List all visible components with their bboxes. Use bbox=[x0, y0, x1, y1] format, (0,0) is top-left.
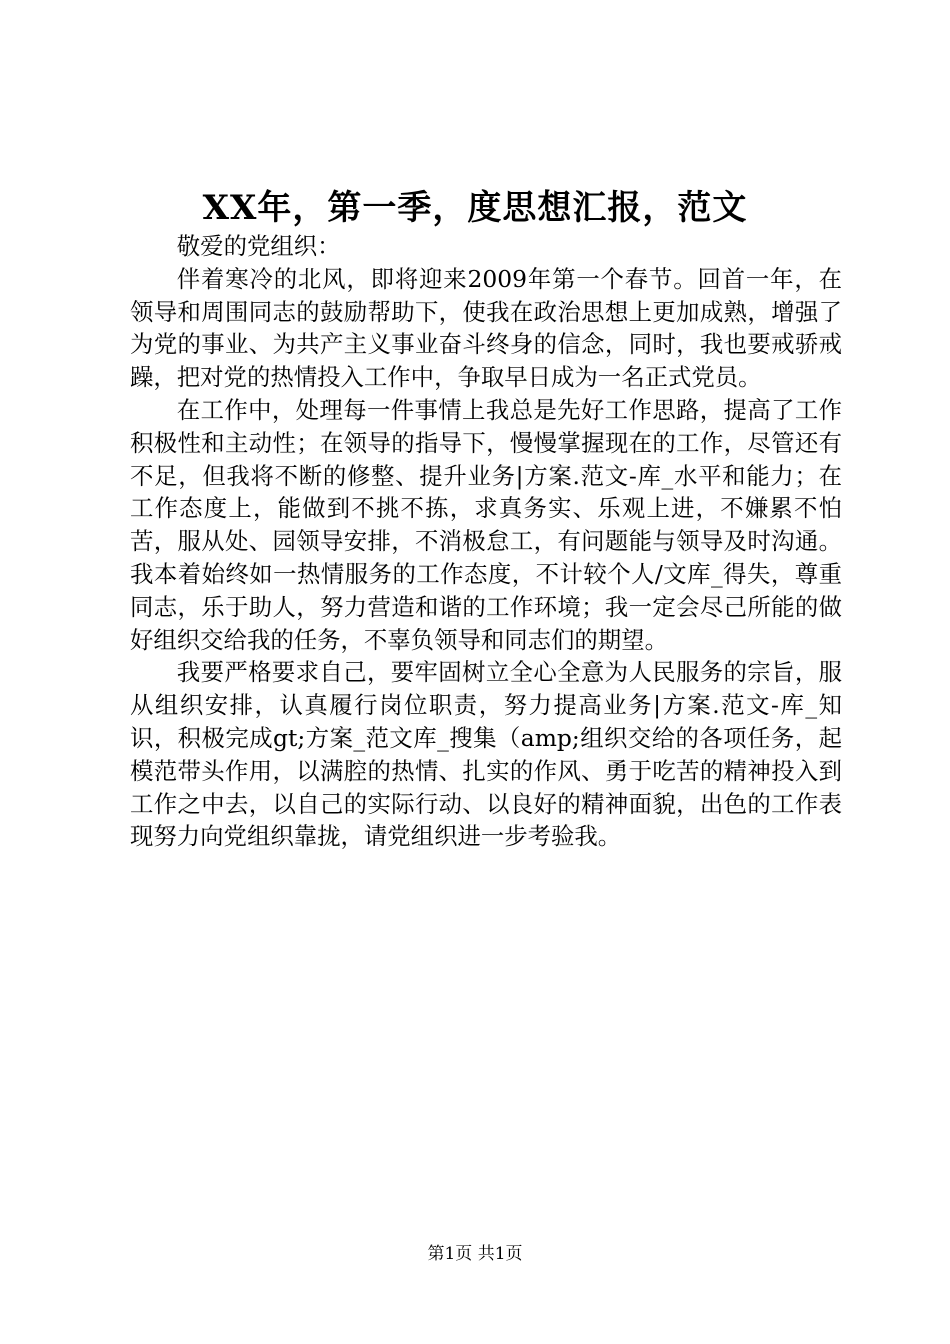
body-paragraph-3: 我要严格要求自己，要牢固树立全心全意为人民服务的宗旨，服从组织安排，认真履行岗位职责，努力提高业务|方案.范文-库_知识，积极完成gt;方案_范文库_搜集（amp;组织交给的各项任务，起模范带头作用，以满腔的热情、扎实的作风、勇于吃苦的精神投入到工作之中去，以自己的实际行动、以良好的精神面貌，出色的工作表现努力向党组织靠拢，请党组织进一步考验我。 bbox=[130, 658, 842, 851]
body-paragraph-1: 伴着寒冷的北风，即将迎来2009年第一个春节。回首一年，在领导和周围同志的鼓励帮助下，使我在政治思想上更加成熟，增强了为党的事业、为共产主义事业奋斗终身的信念，同时，我也要戒骄戒躁，把对党的热情投入工作中，争取早日成为一名正式党员。 bbox=[130, 264, 842, 392]
body-paragraph-2: 在工作中，处理每一件事情上我总是先好工作思路，提高了工作积极性和主动性；在领导的指导下，慢慢掌握现在的工作，尽管还有不足，但我将不断的修整、提升业务|方案.范文-库_水平和能力；在工作态度上，能做到不挑不拣，求真务实、乐观上进，不嫌累不怕苦，服从处、园领导安排，不消极怠工，有问题能与领导及时沟通。我本着始终如一热情服务的工作态度，不计较个人/文库_得失，尊重同志，乐于助人，努力营造和谐的工作环境；我一定会尽己所能的做好组织交给我的任务，不辜负领导和同志们的期望。 bbox=[130, 395, 842, 654]
document-body bbox=[130, 230, 842, 853]
salutation: 敬爱的党组织： bbox=[176, 232, 341, 260]
document-title: XX年，第一季，度思想汇报，范文 bbox=[202, 188, 748, 228]
page-footer: 第1页 共1页 bbox=[427, 1244, 523, 1264]
